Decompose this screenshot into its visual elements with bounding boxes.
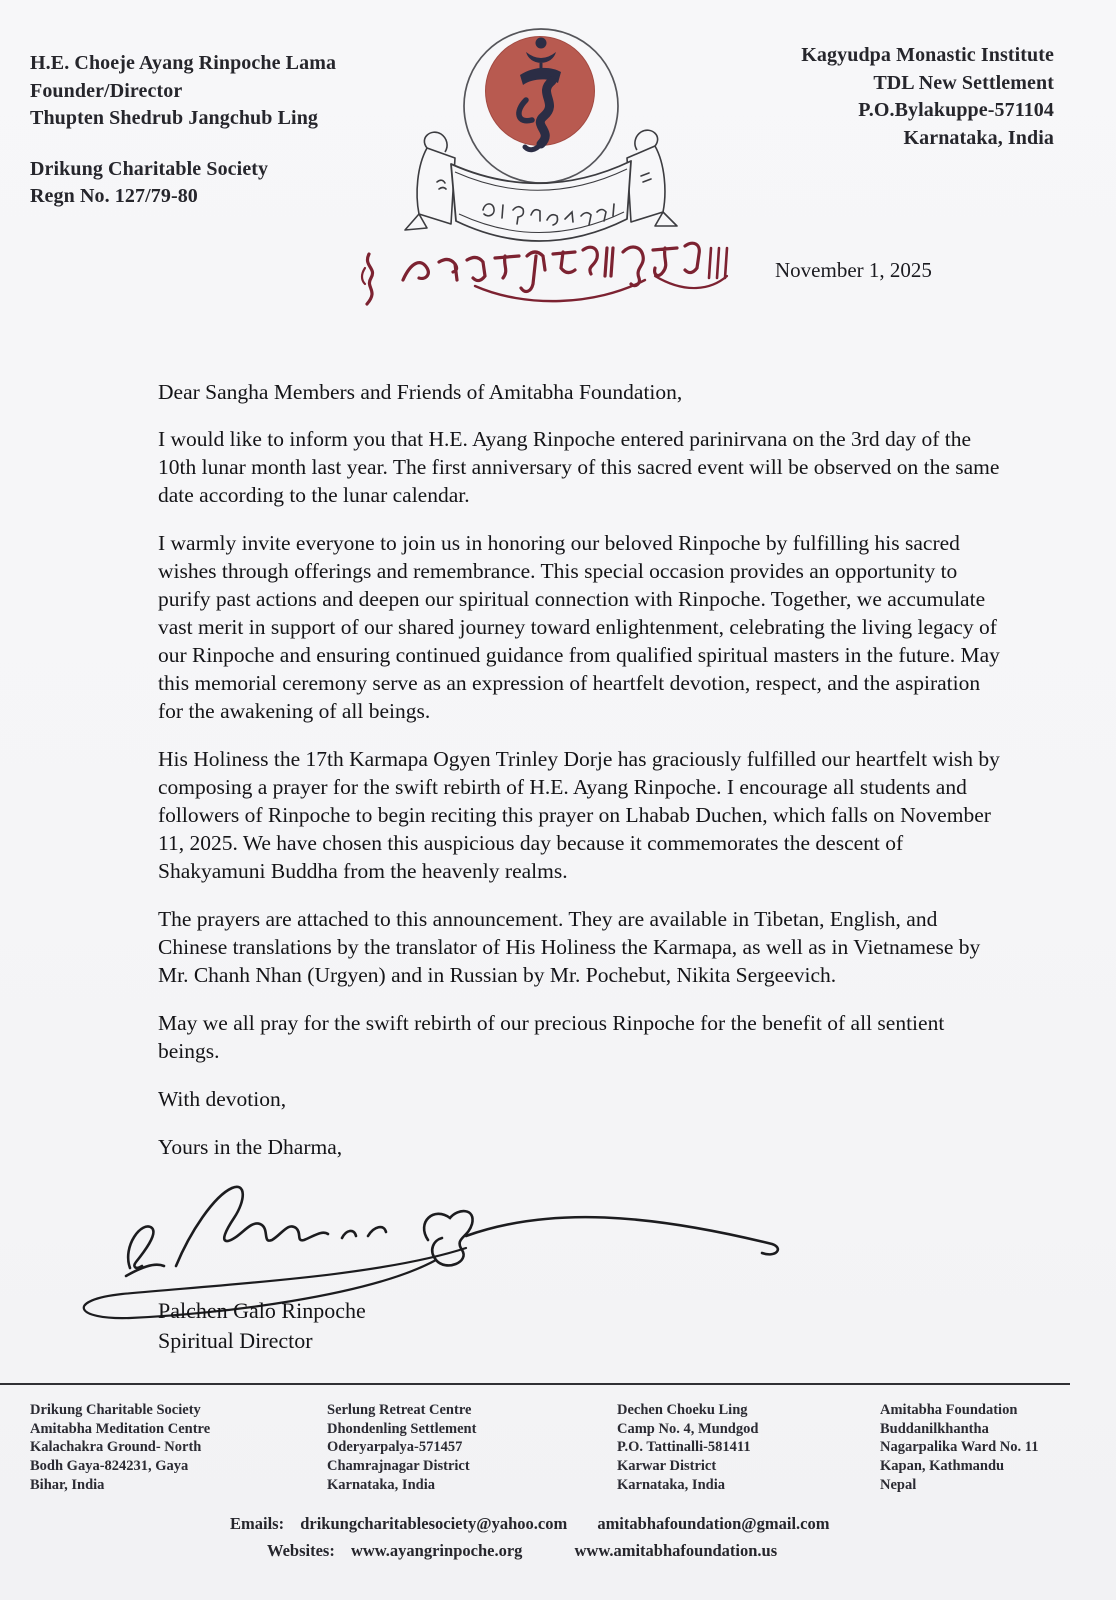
ribbon-banner — [451, 161, 631, 241]
website-ayangrinpoche: www.ayangrinpoche.org — [350, 1541, 523, 1560]
footer-line: Bodh Gaya-824231, Gaya — [30, 1458, 189, 1475]
letter-body — [158, 378, 1010, 1181]
footer-column-3 — [617, 1401, 758, 1495]
footer-column-4 — [880, 1401, 1038, 1495]
institute-region: Karnataka, India — [903, 126, 1054, 149]
footer-line: Amitabha Meditation Centre — [30, 1420, 211, 1437]
footer-line: P.O. Tattinalli-581411 — [617, 1439, 751, 1456]
footer-line: Camp No. 4, Mundgod — [617, 1420, 759, 1437]
paragraph-2: I warmly invite everyone to join us in honoring our beloved Rinpoche by fulfilling his sacred wishes through offerings and remembrance. This special occasion provides an opportunity to purify past actions and deepen our spiritual connection with Rinpoche. Together, we accumulate vast merit in support of our shared journey toward enlightenment, celebrating the living legacy of our Rinpoche and ensuring continued guidance from qualified spiritual masters in the future. May this memorial ceremony serve as an expression of heartfelt devotion, respect, and the aspiration for the awakening of all beings. — [158, 531, 1000, 723]
emails-label: Emails: — [230, 1514, 285, 1533]
paragraph-3: His Holiness the 17th Karmapa Ogyen Trinley Dorje has graciously fulfilled our heartfelt wish by composing a prayer for the swift rebirth of H.E. Ayang Rinpoche. I encourage all students and followers of Rinpoche to begin reciting this prayer on Lhabab Duchen, which falls on November 11, 2025. We have chosen this auspicious day because it commemorates the descent of Shakyamuni Buddha from the heavenly realms. — [158, 747, 1000, 883]
letterhead-right — [801, 42, 1054, 152]
footer-line: Serlung Retreat Centre — [327, 1402, 472, 1418]
footer-line: Buddanilkhantha — [880, 1420, 989, 1437]
society-name: Drikung Charitable Society — [30, 157, 269, 180]
monastic-seal-icon — [355, 18, 755, 318]
website-amitabhafoundation: www.amitabhafoundation.us — [574, 1541, 778, 1560]
websites-row — [267, 1541, 777, 1561]
footer-line: Karnataka, India — [617, 1476, 725, 1493]
footer-line: Bihar, India — [30, 1476, 105, 1493]
footer-line: Chamrajnagar District — [327, 1458, 470, 1475]
emails-row — [230, 1514, 829, 1534]
valediction: With devotion, — [158, 1087, 287, 1111]
footer-line: Dhondenling Settlement — [327, 1420, 477, 1437]
footer-line: Kalachakra Ground- North — [30, 1439, 202, 1456]
founder-name: H.E. Choeje Ayang Rinpoche Lama — [30, 52, 337, 74]
footer-column-1 — [30, 1401, 210, 1495]
footer-divider — [0, 1383, 1070, 1385]
tibetan-script-line-icon — [362, 243, 727, 304]
footer-line: Nepal — [880, 1476, 917, 1493]
footer-line: Oderyarpalya-571457 — [327, 1439, 463, 1456]
footer-line: Kapan, Kathmandu — [880, 1458, 1005, 1475]
signatory-block — [158, 1296, 366, 1356]
email-gmail: amitabhafoundation@gmail.com — [597, 1514, 830, 1533]
paragraph-5: May we all pray for the swift rebirth of our precious Rinpoche for the benefit of all sentient beings. — [158, 1011, 945, 1063]
websites-label: Websites: — [267, 1541, 335, 1560]
paragraph-4: The prayers are attached to this announcement. They are available in Tibetan, English, and Chinese translations by the translator of His Holiness the Karmapa, as well as in Vietnamese by Mr. Chanh Nhan (Urgyen) and in Russian by Mr. Pochebut, Nikita Sergeevich. — [158, 907, 981, 987]
paragraph-1: I would like to inform you that H.E. Ayang Rinpoche entered parinirvana on the 3rd day of the 10th lunar month last year. The first anniversary of this sacred event will be observed on the same date according to the lunar calendar. — [158, 427, 1000, 507]
letterhead-left — [30, 50, 336, 211]
institute-po: P.O.Bylakuppe-571104 — [858, 99, 1054, 121]
signatory-name: Palchen Galo Rinpoche — [158, 1298, 366, 1323]
footer-line: Nagarpalika Ward No. 11 — [880, 1439, 1039, 1456]
footer-line: Amitabha Foundation — [880, 1402, 1018, 1418]
salutation: Dear Sangha Members and Friends of Amitabha Foundation, — [158, 380, 683, 404]
signoff: Yours in the Dharma, — [158, 1135, 343, 1159]
monastery-name: Thupten Shedrub Jangchub Ling — [30, 107, 319, 129]
footer-line: Karwar District — [617, 1458, 717, 1475]
letter-date: November 1, 2025 — [775, 258, 932, 282]
founder-title: Founder/Director — [30, 79, 183, 102]
signatory-title: Spiritual Director — [158, 1328, 313, 1353]
footer-line: Karnataka, India — [327, 1476, 435, 1493]
footer-column-2 — [327, 1401, 476, 1495]
footer-line: Drikung Charitable Society — [30, 1402, 201, 1418]
email-yahoo: drikungcharitablesociety@yahoo.com — [300, 1514, 568, 1533]
institute-name: Kagyudpa Monastic Institute — [801, 44, 1054, 66]
footer-line: Dechen Choeku Ling — [617, 1402, 748, 1418]
institute-settlement: TDL New Settlement — [873, 71, 1054, 94]
society-regn: Regn No. 127/79-80 — [30, 185, 198, 207]
